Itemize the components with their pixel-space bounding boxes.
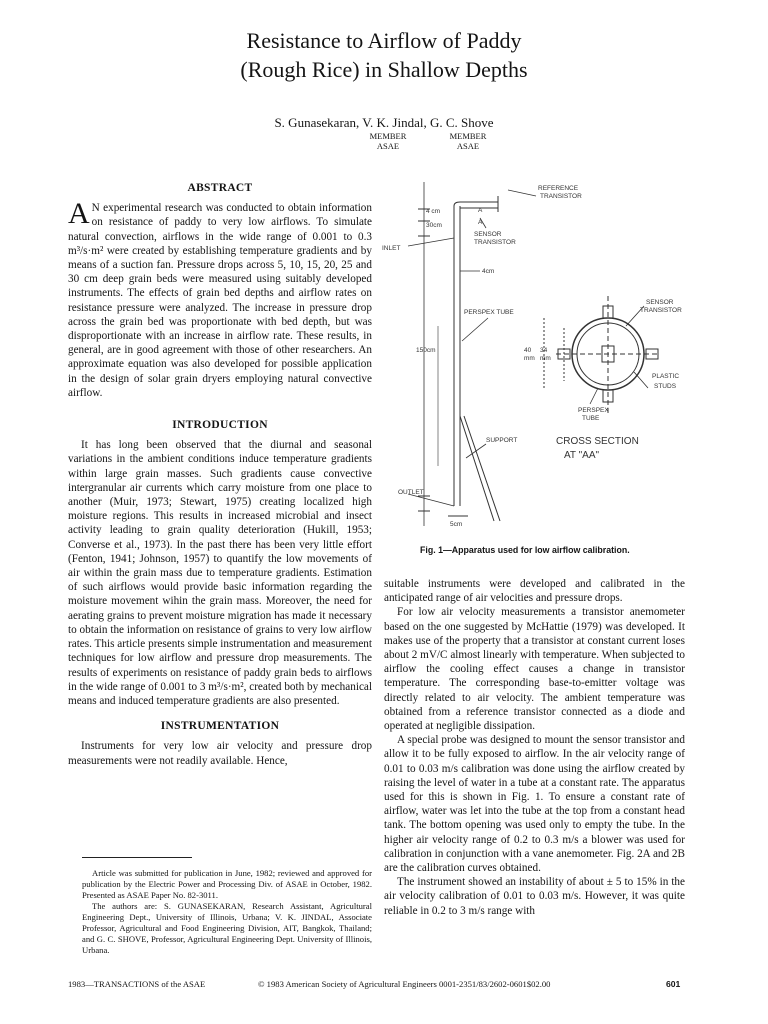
dim-34-a: 34	[540, 347, 548, 354]
label-reference-2: TRANSISTOR	[540, 193, 582, 200]
footer-journal: 1983—TRANSACTIONS of the ASAE	[68, 979, 206, 989]
label-sensor-2: TRANSISTOR	[474, 239, 516, 246]
instrumentation-heading: INSTRUMENTATION	[160, 720, 280, 733]
page-number: 601	[666, 979, 681, 989]
label-perspex-tube: PERSPEX TUBE	[464, 309, 514, 316]
mark-a1: A	[478, 207, 483, 214]
instrumentation-para-4: The instrument showed an instability of about ± 5 to 15% in the air velocity calibration of 0.01 to 0.03 m/s. However, it was quite reliable in 0.2 to 3 m/s range with	[384, 876, 685, 917]
abstract-text	[68, 197, 372, 400]
footnote-submission: Article was submitted for publication in June, 1982; reviewed and approved for publication by the Electric Power and Processing Div. of ASAE in October, 1982. Presented as ASAE Paper No. 82-3011.	[82, 868, 372, 900]
label-plastic-studs-1: PLASTIC	[652, 373, 680, 380]
footer-copyright: © 1983 American Society of Agricultural Engineers 0001-2351/83/2602-0601$02.00	[258, 979, 551, 989]
abstract-body: N experimental research was conducted to obtain information on resistance of paddy to very low airflows. To simulate natural convection, airflows in the wide range of 0.001 to 0.3 m³/s·m² were created by establishing temperature gradients and by means of a suction fan. Pressure drops across 5, 10, 15, 20, 25 and 30 cm deep grain beds were measured using suitably developed instruments. The effects of grain bed depths and airflow rates on resistance pressure were analyzed. The increase in pressure drop across the grain bed was proportionate with bed depth, but was disproportionate with an increase in airflow rate. These results, in general, are in good agreement with those of other researchers. An approximate equation was also developed for possible application in the design of solar grain dryers employing natural convective airflow.	[68, 202, 372, 399]
paper-title	[0, 26, 768, 84]
dim-34-b: mm	[540, 355, 551, 362]
label-sensor-1: SENSOR	[474, 231, 502, 238]
dim-40-a: 40	[524, 347, 532, 354]
figure-caption: Fig. 1—Apparatus used for low airflow calibration.	[420, 545, 630, 555]
title-line-1: Resistance to Airflow of Paddy	[246, 28, 522, 53]
right-column	[384, 577, 685, 918]
title-line-2: (Rough Rice) in Shallow Depths	[240, 57, 528, 82]
figure-1-apparatus	[368, 176, 708, 551]
authors: S. Gunasekaran, V. K. Jindal, G. C. Shove	[274, 115, 494, 130]
mark-a2: A	[478, 219, 483, 226]
member-label-2	[438, 131, 498, 151]
label-perspex-b1: PERSPEX	[578, 407, 609, 414]
label-cross-section-1: CROSS SECTION	[556, 436, 639, 447]
abstract-dropcap: A	[68, 197, 90, 231]
dim-30cm: 30cm	[426, 222, 442, 229]
asae-text-2: ASAE	[456, 141, 480, 151]
dim-4cm-top: 4 cm	[426, 208, 441, 215]
introduction-text: It has long been observed that the diurnal and seasonal variations in the ambient conditions induce temperature gradients within large grain masses. Such gradients cause convective intergranular air currents which carry moisture from one place to another (Muir, 1973; Stewart, 1975) creating localized high moisture regions. This results in increased microbial and insect activity leading to grain quality deterioration (Hukill, 1953; Converse et al., 1973). In the past there has been very little effort (Fenton, 1941; Johnson, 1957) to quantify the low movements of air within the grain mass due to temperature gradients. Estimation of such airflows would provide basic information regarding the moisture movement wihin the grain mass. Moreover, the need for aerating grains to prevent moisture migration has made it necessary to obtain the information on resistance of grains to very low airflow rates. This article presents simple instrumentation and measurement techniques for low airflow and pressure drop measurements. The results of experiments on resistance of paddy grain beds to airflows in the wide range of 0.001 to 3 m³/s·m², created both by mechanical means and induced temperature gradients are also presented.	[68, 439, 372, 707]
instrumentation-text-cont: suitable instruments were developed and calibrated in the anticipated range of air velocities and pressure drops.	[384, 578, 685, 605]
label-sensor-right-1: SENSOR	[646, 299, 674, 306]
footnote-authors: The authors are: S. GUNASEKARAN, Research Assistant, Agricultural Engineering Dept., University of Illinois, Urbana; V. K. JINDAL, Associate Professor, Agricultural and Food Engineering Division, AIT, Bangkok, Thailand; and G. C. SHOVE, Professor, Agricultural Engineering Dept. University of Illinois, Urbana.	[82, 901, 372, 955]
left-column	[68, 181, 372, 768]
member-text-2: MEMBER	[449, 131, 487, 141]
label-support: SUPPORT	[486, 437, 518, 444]
label-perspex-b2: TUBE	[582, 415, 600, 422]
label-sensor-right-2: TRANSISTOR	[640, 307, 682, 314]
asae-text-1: ASAE	[376, 141, 400, 151]
dim-5cm: 5cm	[450, 521, 463, 528]
dim-150cm: 150cm	[416, 347, 436, 354]
dim-40-b: mm	[524, 355, 535, 362]
label-cross-section-2: AT "AA"	[564, 450, 600, 461]
footnote-rule	[82, 857, 192, 858]
abstract-heading: ABSTRACT	[187, 182, 253, 194]
member-text-1: MEMBER	[369, 131, 407, 141]
footnote	[82, 868, 372, 956]
member-label-1	[358, 131, 418, 151]
label-outlet: OUTLET	[398, 489, 424, 496]
introduction-heading: INTRODUCTION	[172, 419, 268, 432]
label-reference-1: REFERENCE	[538, 185, 579, 192]
dim-4cm: 4cm	[482, 268, 495, 275]
instrumentation-text-start: Instruments for very low air velocity and pressure drop measurements were not readily available. Hence,	[68, 740, 372, 767]
instrumentation-para-3: A special probe was designed to mount the sensor transistor and allow it to be fully exposed to airflow. In the air velocity range of 0.01 to 0.03 m/s calibration was done using the airflow created by raising the level of water in a tube at a constant rate. The apparatus used for this is shown in Fig. 1. To ensure a constant rate of airflow, water was let into the tube at the top from a constant head tank. The bottom opening was used only to empty the tube. In the higher air velocity range of 0.2 to 0.3 m/s a blower was used for calibration in conjunction with a vane anemometer. Fig. 2A and 2B are the calibration curves obtained.	[384, 734, 685, 875]
label-plastic-studs-2: STUDS	[654, 383, 677, 390]
label-inlet: INLET	[382, 245, 401, 252]
instrumentation-para-2: For low air velocity measurements a transistor anemometer based on the one suggested by McHattie (1979) was developed. It makes use of the property that a transistor at constant current loses about 2 mV/C almost linearly with temperature. When subjected to airflow the cooling effect causes a change in transistor temperature. The corresponding base-to-emitter voltage was directly related to air velocity. The ambient temperature was obtained from a reference transistor connected as a diode and operated at negligible dissipation.	[384, 606, 685, 733]
